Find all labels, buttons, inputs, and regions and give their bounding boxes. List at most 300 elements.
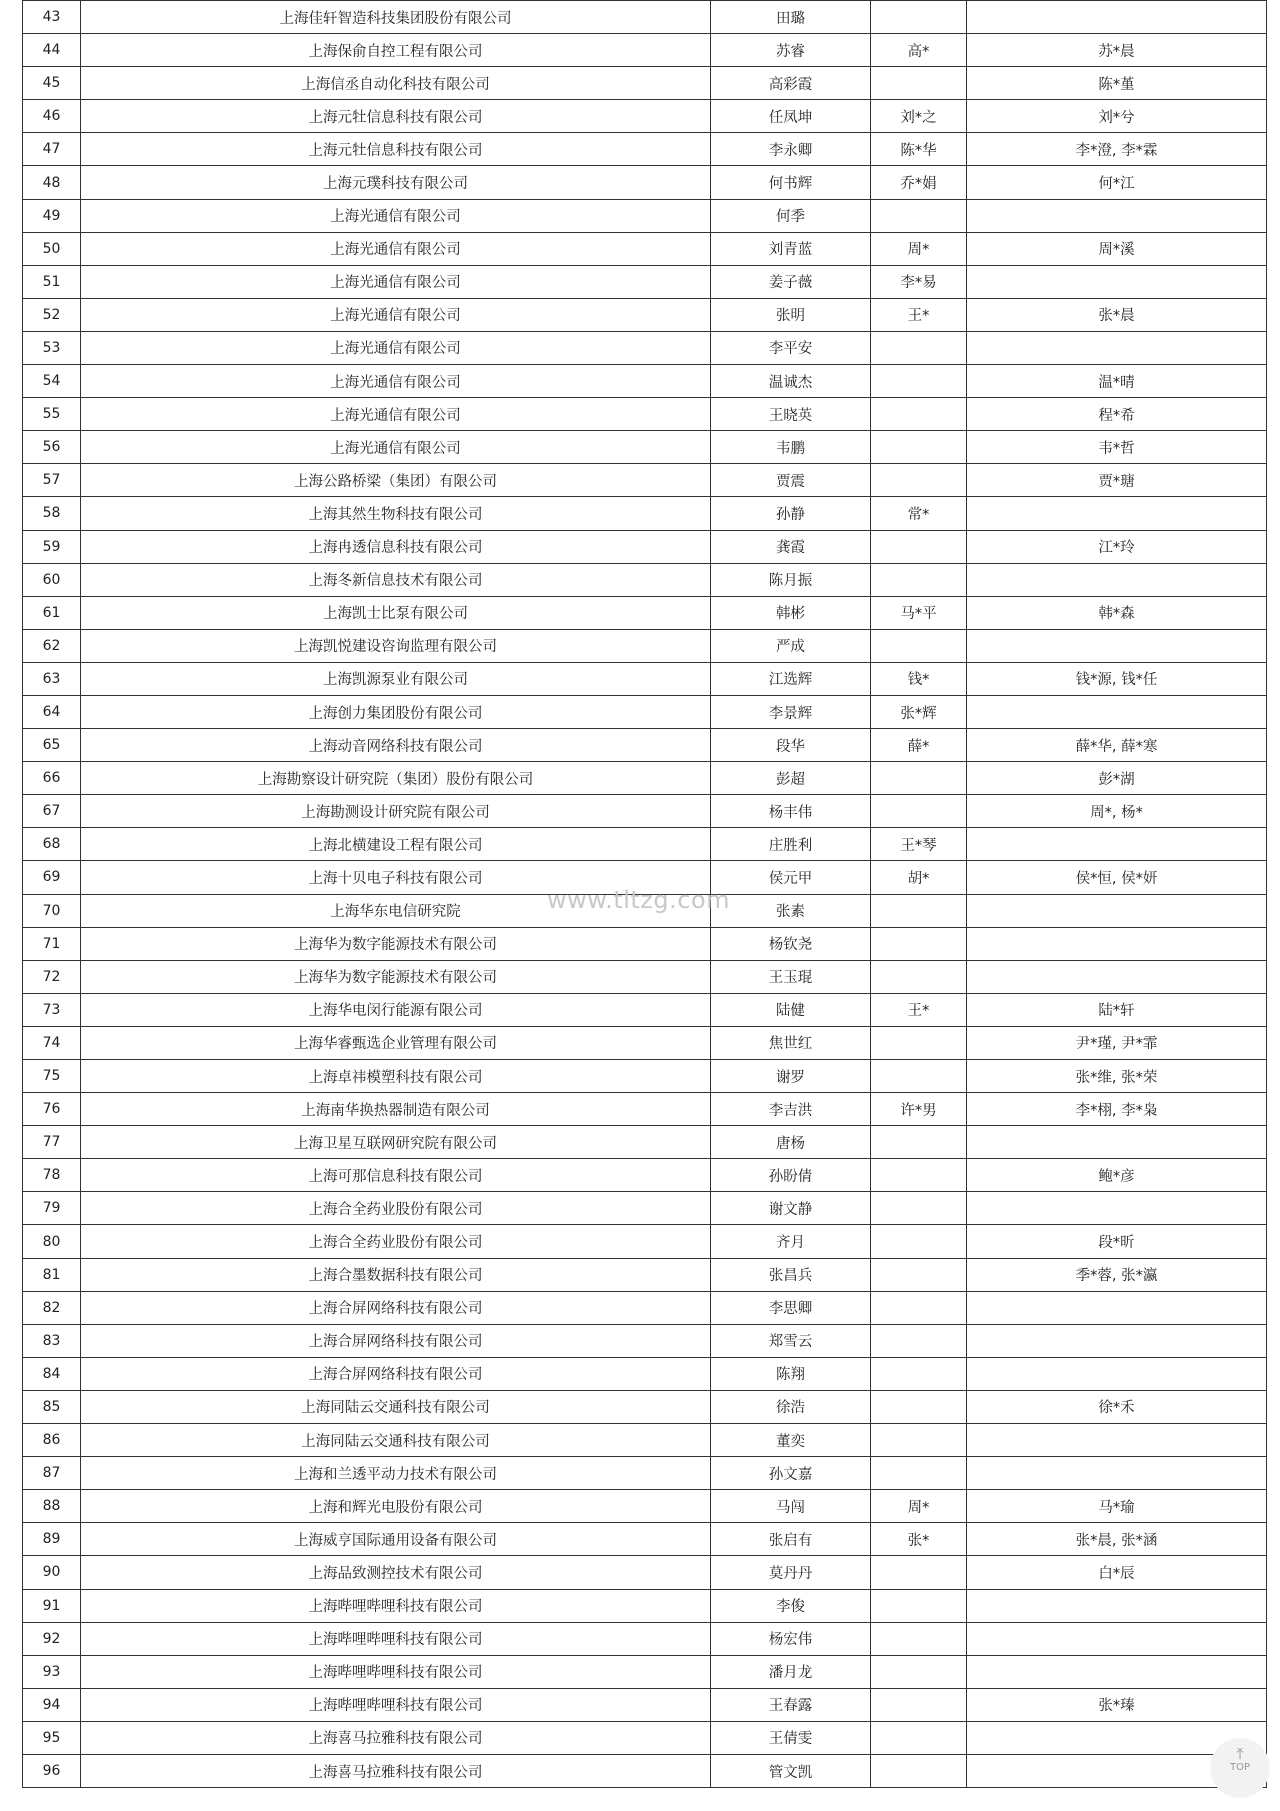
row-number-cell: 94 bbox=[23, 1688, 81, 1721]
children-cell: 苏*晨 bbox=[967, 34, 1267, 67]
table-row bbox=[23, 1390, 1267, 1423]
children-cell: 刘*兮 bbox=[967, 100, 1267, 133]
row-number-cell: 55 bbox=[23, 398, 81, 431]
spouse-cell bbox=[871, 762, 967, 795]
name-cell: 杨钦尧 bbox=[711, 927, 871, 960]
name-cell: 孙文嘉 bbox=[711, 1457, 871, 1490]
children-cell: 陆*轩 bbox=[967, 993, 1267, 1026]
children-cell bbox=[967, 1324, 1267, 1357]
table-row bbox=[23, 1589, 1267, 1622]
children-cell: 马*瑜 bbox=[967, 1490, 1267, 1523]
company-cell: 上海合全药业股份有限公司 bbox=[81, 1225, 711, 1258]
table-row bbox=[23, 34, 1267, 67]
row-number-cell: 89 bbox=[23, 1523, 81, 1556]
spouse-cell bbox=[871, 1556, 967, 1589]
children-cell: 程*希 bbox=[967, 398, 1267, 431]
spouse-cell: 胡* bbox=[871, 861, 967, 894]
row-number-cell: 67 bbox=[23, 795, 81, 828]
table-row bbox=[23, 298, 1267, 331]
children-cell: 白*辰 bbox=[967, 1556, 1267, 1589]
table-row bbox=[23, 331, 1267, 364]
spouse-cell bbox=[871, 795, 967, 828]
children-cell bbox=[967, 1291, 1267, 1324]
name-cell: 张素 bbox=[711, 894, 871, 927]
table-row bbox=[23, 1159, 1267, 1192]
spouse-cell: 许*男 bbox=[871, 1093, 967, 1126]
name-cell: 张启有 bbox=[711, 1523, 871, 1556]
name-cell: 韦鹏 bbox=[711, 431, 871, 464]
row-number-cell: 74 bbox=[23, 1026, 81, 1059]
spouse-cell bbox=[871, 1, 967, 34]
row-number-cell: 75 bbox=[23, 1060, 81, 1093]
company-cell: 上海合屏网络科技有限公司 bbox=[81, 1291, 711, 1324]
spouse-cell: 乔*娟 bbox=[871, 166, 967, 199]
company-cell: 上海华睿甄选企业管理有限公司 bbox=[81, 1026, 711, 1059]
company-cell: 上海合墨数据科技有限公司 bbox=[81, 1258, 711, 1291]
company-cell: 上海南华换热器制造有限公司 bbox=[81, 1093, 711, 1126]
row-number-cell: 58 bbox=[23, 497, 81, 530]
row-number-cell: 88 bbox=[23, 1490, 81, 1523]
company-cell: 上海合屏网络科技有限公司 bbox=[81, 1357, 711, 1390]
spouse-cell bbox=[871, 1390, 967, 1423]
row-number-cell: 61 bbox=[23, 596, 81, 629]
spouse-cell: 高* bbox=[871, 34, 967, 67]
back-to-top-label: TOP bbox=[1229, 1762, 1250, 1773]
table-row bbox=[23, 1126, 1267, 1159]
name-cell: 杨宏伟 bbox=[711, 1622, 871, 1655]
name-cell: 张明 bbox=[711, 298, 871, 331]
row-number-cell: 87 bbox=[23, 1457, 81, 1490]
table-row bbox=[23, 695, 1267, 728]
company-cell: 上海哔哩哔哩科技有限公司 bbox=[81, 1655, 711, 1688]
spouse-cell: 李*易 bbox=[871, 265, 967, 298]
name-cell: 彭超 bbox=[711, 762, 871, 795]
name-cell: 田璐 bbox=[711, 1, 871, 34]
name-cell: 董奕 bbox=[711, 1424, 871, 1457]
name-cell: 李景辉 bbox=[711, 695, 871, 728]
name-cell: 王玉琨 bbox=[711, 960, 871, 993]
row-number-cell: 82 bbox=[23, 1291, 81, 1324]
children-cell: 李*栩, 李*枭 bbox=[967, 1093, 1267, 1126]
company-cell: 上海哔哩哔哩科技有限公司 bbox=[81, 1688, 711, 1721]
name-cell: 刘青蓝 bbox=[711, 232, 871, 265]
name-cell: 焦世红 bbox=[711, 1026, 871, 1059]
row-number-cell: 59 bbox=[23, 530, 81, 563]
children-cell: 李*澄, 李*霖 bbox=[967, 133, 1267, 166]
spouse-cell bbox=[871, 530, 967, 563]
row-number-cell: 45 bbox=[23, 67, 81, 100]
spouse-cell bbox=[871, 199, 967, 232]
name-cell: 李俊 bbox=[711, 1589, 871, 1622]
spouse-cell: 周* bbox=[871, 1490, 967, 1523]
spouse-cell bbox=[871, 67, 967, 100]
company-cell: 上海威亨国际通用设备有限公司 bbox=[81, 1523, 711, 1556]
table-row bbox=[23, 1192, 1267, 1225]
spouse-cell: 王*琴 bbox=[871, 828, 967, 861]
name-cell: 任凤坤 bbox=[711, 100, 871, 133]
name-cell: 李平安 bbox=[711, 331, 871, 364]
children-cell: 侯*恒, 侯*妍 bbox=[967, 861, 1267, 894]
spouse-cell: 马*平 bbox=[871, 596, 967, 629]
table-row bbox=[23, 828, 1267, 861]
children-cell: 彭*湖 bbox=[967, 762, 1267, 795]
table-row bbox=[23, 1523, 1267, 1556]
name-cell: 龚霞 bbox=[711, 530, 871, 563]
name-cell: 管文凯 bbox=[711, 1754, 871, 1787]
table-row bbox=[23, 1258, 1267, 1291]
row-number-cell: 68 bbox=[23, 828, 81, 861]
children-cell bbox=[967, 1655, 1267, 1688]
children-cell bbox=[967, 828, 1267, 861]
table-row bbox=[23, 365, 1267, 398]
table-row bbox=[23, 629, 1267, 662]
spouse-cell: 常* bbox=[871, 497, 967, 530]
children-cell: 周*溪 bbox=[967, 232, 1267, 265]
spouse-cell bbox=[871, 1060, 967, 1093]
table-row bbox=[23, 960, 1267, 993]
name-cell: 陈翔 bbox=[711, 1357, 871, 1390]
spouse-cell bbox=[871, 960, 967, 993]
spouse-cell bbox=[871, 1159, 967, 1192]
children-cell: 韩*森 bbox=[967, 596, 1267, 629]
company-cell: 上海十贝电子科技有限公司 bbox=[81, 861, 711, 894]
table-row bbox=[23, 927, 1267, 960]
spouse-cell bbox=[871, 398, 967, 431]
children-cell: 江*玲 bbox=[967, 530, 1267, 563]
children-cell: 钱*源, 钱*任 bbox=[967, 662, 1267, 695]
name-cell: 庄胜利 bbox=[711, 828, 871, 861]
company-cell: 上海品致测控技术有限公司 bbox=[81, 1556, 711, 1589]
company-cell: 上海华为数字能源技术有限公司 bbox=[81, 960, 711, 993]
children-cell bbox=[967, 331, 1267, 364]
name-cell: 苏睿 bbox=[711, 34, 871, 67]
row-number-cell: 76 bbox=[23, 1093, 81, 1126]
name-cell: 王倩雯 bbox=[711, 1721, 871, 1754]
row-number-cell: 54 bbox=[23, 365, 81, 398]
children-cell bbox=[967, 1622, 1267, 1655]
name-cell: 江选辉 bbox=[711, 662, 871, 695]
row-number-cell: 81 bbox=[23, 1258, 81, 1291]
name-cell: 齐月 bbox=[711, 1225, 871, 1258]
table-row bbox=[23, 265, 1267, 298]
row-number-cell: 70 bbox=[23, 894, 81, 927]
arrow-up-icon: ⤒ bbox=[1236, 1744, 1244, 1763]
children-cell bbox=[967, 1192, 1267, 1225]
table-row bbox=[23, 1490, 1267, 1523]
children-cell bbox=[967, 927, 1267, 960]
table-row bbox=[23, 1655, 1267, 1688]
company-cell: 上海公路桥梁（集团）有限公司 bbox=[81, 464, 711, 497]
children-cell: 何*江 bbox=[967, 166, 1267, 199]
company-cell: 上海冉透信息科技有限公司 bbox=[81, 530, 711, 563]
children-cell: 张*晨, 张*涵 bbox=[967, 1523, 1267, 1556]
spouse-cell: 周* bbox=[871, 232, 967, 265]
company-cell: 上海创力集团股份有限公司 bbox=[81, 695, 711, 728]
spouse-cell bbox=[871, 629, 967, 662]
spouse-cell bbox=[871, 1457, 967, 1490]
name-cell: 李吉洪 bbox=[711, 1093, 871, 1126]
spouse-cell bbox=[871, 431, 967, 464]
children-cell bbox=[967, 199, 1267, 232]
children-cell: 张*瑧 bbox=[967, 1688, 1267, 1721]
table-row bbox=[23, 1324, 1267, 1357]
spouse-cell: 薛* bbox=[871, 729, 967, 762]
row-number-cell: 78 bbox=[23, 1159, 81, 1192]
company-cell: 上海华东电信研究院 bbox=[81, 894, 711, 927]
name-cell: 段华 bbox=[711, 729, 871, 762]
company-cell: 上海凯士比泵有限公司 bbox=[81, 596, 711, 629]
spouse-cell bbox=[871, 1291, 967, 1324]
table-row bbox=[23, 1026, 1267, 1059]
children-cell: 徐*禾 bbox=[967, 1390, 1267, 1423]
table-row bbox=[23, 530, 1267, 563]
row-number-cell: 44 bbox=[23, 34, 81, 67]
company-cell: 上海卓祎模塑科技有限公司 bbox=[81, 1060, 711, 1093]
back-to-top-button[interactable] bbox=[1210, 1738, 1270, 1798]
spouse-cell bbox=[871, 1225, 967, 1258]
name-cell: 陈月振 bbox=[711, 563, 871, 596]
row-number-cell: 48 bbox=[23, 166, 81, 199]
company-cell: 上海合全药业股份有限公司 bbox=[81, 1192, 711, 1225]
children-cell bbox=[967, 1126, 1267, 1159]
table-row bbox=[23, 762, 1267, 795]
table-row bbox=[23, 398, 1267, 431]
table-row bbox=[23, 596, 1267, 629]
spouse-cell bbox=[871, 563, 967, 596]
name-cell: 莫丹丹 bbox=[711, 1556, 871, 1589]
row-number-cell: 93 bbox=[23, 1655, 81, 1688]
children-cell: 张*晨 bbox=[967, 298, 1267, 331]
table-row bbox=[23, 199, 1267, 232]
company-cell: 上海喜马拉雅科技有限公司 bbox=[81, 1754, 711, 1787]
name-cell: 姜子薇 bbox=[711, 265, 871, 298]
spouse-cell: 张* bbox=[871, 1523, 967, 1556]
row-number-cell: 43 bbox=[23, 1, 81, 34]
row-number-cell: 63 bbox=[23, 662, 81, 695]
company-cell: 上海喜马拉雅科技有限公司 bbox=[81, 1721, 711, 1754]
row-number-cell: 56 bbox=[23, 431, 81, 464]
company-cell: 上海信丞自动化科技有限公司 bbox=[81, 67, 711, 100]
name-cell: 李思卿 bbox=[711, 1291, 871, 1324]
row-number-cell: 95 bbox=[23, 1721, 81, 1754]
company-cell: 上海光通信有限公司 bbox=[81, 431, 711, 464]
company-cell: 上海合屏网络科技有限公司 bbox=[81, 1324, 711, 1357]
spouse-cell: 王* bbox=[871, 993, 967, 1026]
company-cell: 上海保俞自控工程有限公司 bbox=[81, 34, 711, 67]
table-row bbox=[23, 729, 1267, 762]
company-cell: 上海和辉光电股份有限公司 bbox=[81, 1490, 711, 1523]
children-cell: 贾*瑭 bbox=[967, 464, 1267, 497]
company-cell: 上海勘测设计研究院有限公司 bbox=[81, 795, 711, 828]
spouse-cell: 钱* bbox=[871, 662, 967, 695]
spouse-cell bbox=[871, 1655, 967, 1688]
watermark: www.tltzg.com bbox=[547, 886, 731, 914]
company-cell: 上海光通信有限公司 bbox=[81, 365, 711, 398]
children-cell: 韦*哲 bbox=[967, 431, 1267, 464]
row-number-cell: 85 bbox=[23, 1390, 81, 1423]
company-cell: 上海凯悦建设咨询监理有限公司 bbox=[81, 629, 711, 662]
spouse-cell bbox=[871, 365, 967, 398]
children-cell bbox=[967, 894, 1267, 927]
spouse-cell bbox=[871, 464, 967, 497]
row-number-cell: 60 bbox=[23, 563, 81, 596]
table-row bbox=[23, 1457, 1267, 1490]
row-number-cell: 57 bbox=[23, 464, 81, 497]
children-cell: 鲍*彦 bbox=[967, 1159, 1267, 1192]
spouse-cell bbox=[871, 1754, 967, 1787]
children-cell bbox=[967, 629, 1267, 662]
company-cell: 上海元牡信息科技有限公司 bbox=[81, 133, 711, 166]
row-number-cell: 92 bbox=[23, 1622, 81, 1655]
spouse-cell bbox=[871, 331, 967, 364]
company-cell: 上海和兰透平动力技术有限公司 bbox=[81, 1457, 711, 1490]
row-number-cell: 72 bbox=[23, 960, 81, 993]
row-number-cell: 71 bbox=[23, 927, 81, 960]
spouse-cell bbox=[871, 1688, 967, 1721]
spouse-cell bbox=[871, 1026, 967, 1059]
children-cell: 薛*华, 薛*寒 bbox=[967, 729, 1267, 762]
row-number-cell: 96 bbox=[23, 1754, 81, 1787]
spouse-cell bbox=[871, 1357, 967, 1390]
name-cell: 侯元甲 bbox=[711, 861, 871, 894]
company-cell: 上海光通信有限公司 bbox=[81, 331, 711, 364]
name-cell: 李永卿 bbox=[711, 133, 871, 166]
children-cell: 段*昕 bbox=[967, 1225, 1267, 1258]
name-cell: 何季 bbox=[711, 199, 871, 232]
table-row bbox=[23, 662, 1267, 695]
table-row bbox=[23, 100, 1267, 133]
table-row bbox=[23, 497, 1267, 530]
children-cell: 周*, 杨* bbox=[967, 795, 1267, 828]
row-number-cell: 46 bbox=[23, 100, 81, 133]
children-cell: 温*晴 bbox=[967, 365, 1267, 398]
spouse-cell bbox=[871, 1192, 967, 1225]
name-cell: 杨丰伟 bbox=[711, 795, 871, 828]
name-cell: 潘月龙 bbox=[711, 1655, 871, 1688]
name-cell: 郑雪云 bbox=[711, 1324, 871, 1357]
spouse-cell bbox=[871, 1721, 967, 1754]
table-row bbox=[23, 464, 1267, 497]
row-number-cell: 69 bbox=[23, 861, 81, 894]
company-cell: 上海华电闵行能源有限公司 bbox=[81, 993, 711, 1026]
row-number-cell: 86 bbox=[23, 1424, 81, 1457]
company-cell: 上海哔哩哔哩科技有限公司 bbox=[81, 1622, 711, 1655]
name-cell: 谢罗 bbox=[711, 1060, 871, 1093]
row-number-cell: 49 bbox=[23, 199, 81, 232]
company-cell: 上海元璞科技有限公司 bbox=[81, 166, 711, 199]
company-cell: 上海光通信有限公司 bbox=[81, 232, 711, 265]
children-cell bbox=[967, 695, 1267, 728]
table-row bbox=[23, 166, 1267, 199]
spouse-cell: 陈*华 bbox=[871, 133, 967, 166]
spouse-cell bbox=[871, 894, 967, 927]
children-cell bbox=[967, 1424, 1267, 1457]
children-cell bbox=[967, 1357, 1267, 1390]
name-cell: 马闯 bbox=[711, 1490, 871, 1523]
name-cell: 韩彬 bbox=[711, 596, 871, 629]
company-cell: 上海动音网络科技有限公司 bbox=[81, 729, 711, 762]
row-number-cell: 62 bbox=[23, 629, 81, 662]
table-row bbox=[23, 1424, 1267, 1457]
company-cell: 上海冬新信息技术有限公司 bbox=[81, 563, 711, 596]
company-cell: 上海可那信息科技有限公司 bbox=[81, 1159, 711, 1192]
spouse-cell bbox=[871, 1622, 967, 1655]
company-cell: 上海华为数字能源技术有限公司 bbox=[81, 927, 711, 960]
table-row bbox=[23, 67, 1267, 100]
spouse-cell bbox=[871, 1324, 967, 1357]
name-cell: 严成 bbox=[711, 629, 871, 662]
row-number-cell: 83 bbox=[23, 1324, 81, 1357]
company-cell: 上海凯源泵业有限公司 bbox=[81, 662, 711, 695]
table-row bbox=[23, 993, 1267, 1026]
name-cell: 唐杨 bbox=[711, 1126, 871, 1159]
name-cell: 张昌兵 bbox=[711, 1258, 871, 1291]
table-row bbox=[23, 1754, 1267, 1787]
table-row bbox=[23, 1556, 1267, 1589]
row-number-cell: 47 bbox=[23, 133, 81, 166]
table-row bbox=[23, 1225, 1267, 1258]
company-cell: 上海其然生物科技有限公司 bbox=[81, 497, 711, 530]
name-cell: 孙静 bbox=[711, 497, 871, 530]
children-cell: 陈*堇 bbox=[967, 67, 1267, 100]
name-cell: 王春露 bbox=[711, 1688, 871, 1721]
row-number-cell: 65 bbox=[23, 729, 81, 762]
table-row bbox=[23, 1721, 1267, 1754]
name-cell: 孙盼倩 bbox=[711, 1159, 871, 1192]
table-row bbox=[23, 431, 1267, 464]
row-number-cell: 80 bbox=[23, 1225, 81, 1258]
table-row bbox=[23, 563, 1267, 596]
spouse-cell: 张*辉 bbox=[871, 695, 967, 728]
table-row bbox=[23, 795, 1267, 828]
table-row bbox=[23, 1622, 1267, 1655]
table-row bbox=[23, 1357, 1267, 1390]
table-row bbox=[23, 1291, 1267, 1324]
row-number-cell: 64 bbox=[23, 695, 81, 728]
company-cell: 上海卫星互联网研究院有限公司 bbox=[81, 1126, 711, 1159]
company-cell: 上海北横建设工程有限公司 bbox=[81, 828, 711, 861]
name-cell: 贾震 bbox=[711, 464, 871, 497]
table-row bbox=[23, 1, 1267, 34]
spouse-cell bbox=[871, 1258, 967, 1291]
children-cell: 季*蓉, 张*瀛 bbox=[967, 1258, 1267, 1291]
name-cell: 高彩霞 bbox=[711, 67, 871, 100]
spouse-cell bbox=[871, 927, 967, 960]
row-number-cell: 84 bbox=[23, 1357, 81, 1390]
spouse-cell bbox=[871, 1424, 967, 1457]
company-cell: 上海光通信有限公司 bbox=[81, 265, 711, 298]
row-number-cell: 66 bbox=[23, 762, 81, 795]
row-number-cell: 73 bbox=[23, 993, 81, 1026]
row-number-cell: 53 bbox=[23, 331, 81, 364]
children-cell bbox=[967, 563, 1267, 596]
company-cell: 上海光通信有限公司 bbox=[81, 298, 711, 331]
spouse-cell: 王* bbox=[871, 298, 967, 331]
table-row bbox=[23, 1060, 1267, 1093]
company-cell: 上海同陆云交通科技有限公司 bbox=[81, 1424, 711, 1457]
row-number-cell: 91 bbox=[23, 1589, 81, 1622]
children-cell bbox=[967, 265, 1267, 298]
company-cell: 上海佳轩智造科技集团股份有限公司 bbox=[81, 1, 711, 34]
spouse-cell bbox=[871, 1126, 967, 1159]
children-cell: 尹*瑾, 尹*霏 bbox=[967, 1026, 1267, 1059]
spouse-cell: 刘*之 bbox=[871, 100, 967, 133]
name-cell: 王晓英 bbox=[711, 398, 871, 431]
company-cell: 上海光通信有限公司 bbox=[81, 398, 711, 431]
children-cell bbox=[967, 1, 1267, 34]
table-row bbox=[23, 232, 1267, 265]
company-cell: 上海元牡信息科技有限公司 bbox=[81, 100, 711, 133]
